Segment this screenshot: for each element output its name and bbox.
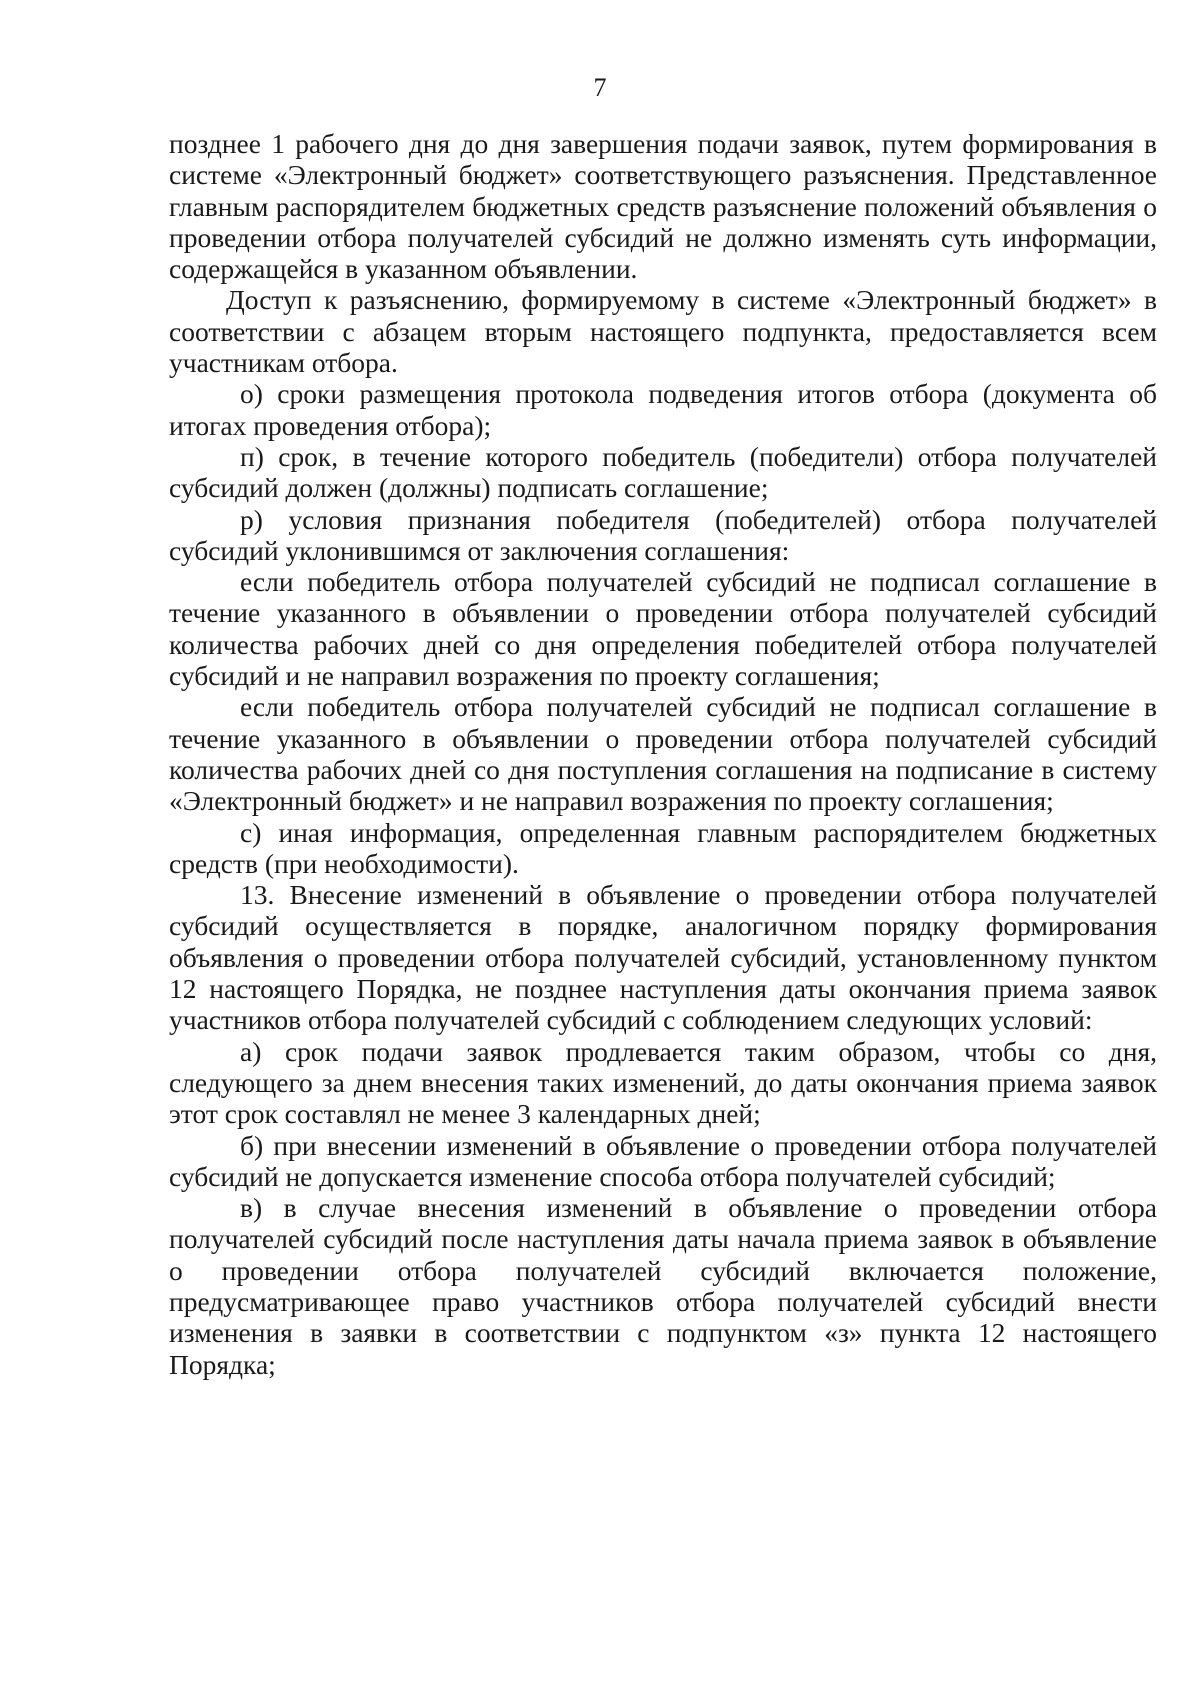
list-item-s: с) иная информация, определенная главным распорядителем бюджетных средств (при необходимости).	[169, 816, 1157, 879]
section-13: 13. Внесение изменений в объявление о проведении отбора получателей субсидий осуществляется в порядке, аналогичном порядку формирования объявления о проведении отбора получателей субсидий, установленному пунктом 12 настоящего Порядка, не позднее наступления даты окончания приема заявок участников отбора получателей субсидий с соблюдением следующих условий:	[169, 879, 1157, 1036]
document-body	[169, 128, 1157, 1380]
list-item-b: б) при внесении изменений в объявление о проведении отбора получателей субсидий не допускается изменение способа отбора получателей субсидий;	[169, 1129, 1157, 1192]
list-item-r: р) условия признания победителя (победителей) отбора получателей субсидий уклонившимся от заключения соглашения:	[169, 503, 1157, 566]
list-item-a: а) срок подачи заявок продлевается таким образом, чтобы со дня, следующего за днем внесения таких изменений, до даты окончания приема заявок этот срок составлял не менее 3 календарных дней;	[169, 1035, 1157, 1130]
list-item-r-condition-2: если победитель отбора получателей субсидий не подписал соглашение в течение указанного в объявлении о проведении отбора получателей субсидий количества рабочих дней со дня поступления соглашения на подписание в систему «Электронный бюджет» и не направил возражения по проекту соглашения;	[169, 691, 1157, 817]
paragraph-access-clarification: Доступ к разъяснению, формируемому в системе «Электронный бюджет» в соответствии с абзацем вторым настоящего подпункта, предоставляется всем участникам отбора.	[169, 284, 1157, 379]
list-item-v: в) в случае внесения изменений в объявление о проведении отбора получателей субсидий после наступления даты начала приема заявок в объявление о проведении отбора получателей субсидий включается положение, предусматривающее право участников отбора получателей субсидий внести изменения в заявки в соответствии с подпунктом «з» пункта 12 настоящего Порядка;	[169, 1192, 1157, 1380]
list-item-r-condition-1: если победитель отбора получателей субсидий не подписал соглашение в течение указанного в объявлении о проведении отбора получателей субсидий количества рабочих дней со дня определения победителей отбора получателей субсидий и не направил возражения по проекту соглашения;	[169, 566, 1157, 692]
list-item-p: п) срок, в течение которого победитель (победители) отбора получателей субсидий должен (должны) подписать соглашение;	[169, 440, 1157, 504]
page-number: 7	[593, 73, 607, 102]
list-item-o: о) сроки размещения протокола подведения итогов отбора (документа об итогах проведения отбора);	[169, 378, 1157, 441]
paragraph-continuation: позднее 1 рабочего дня до дня завершения подачи заявок, путем формирования в системе «Электронный бюджет» соответствующего разъяснения. Представленное главным распорядителем бюджетных средств разъяснение положений объявления о проведении отбора получателей субсидий не должно изменять суть информации, содержащейся в указанном объявлении.	[169, 128, 1157, 285]
